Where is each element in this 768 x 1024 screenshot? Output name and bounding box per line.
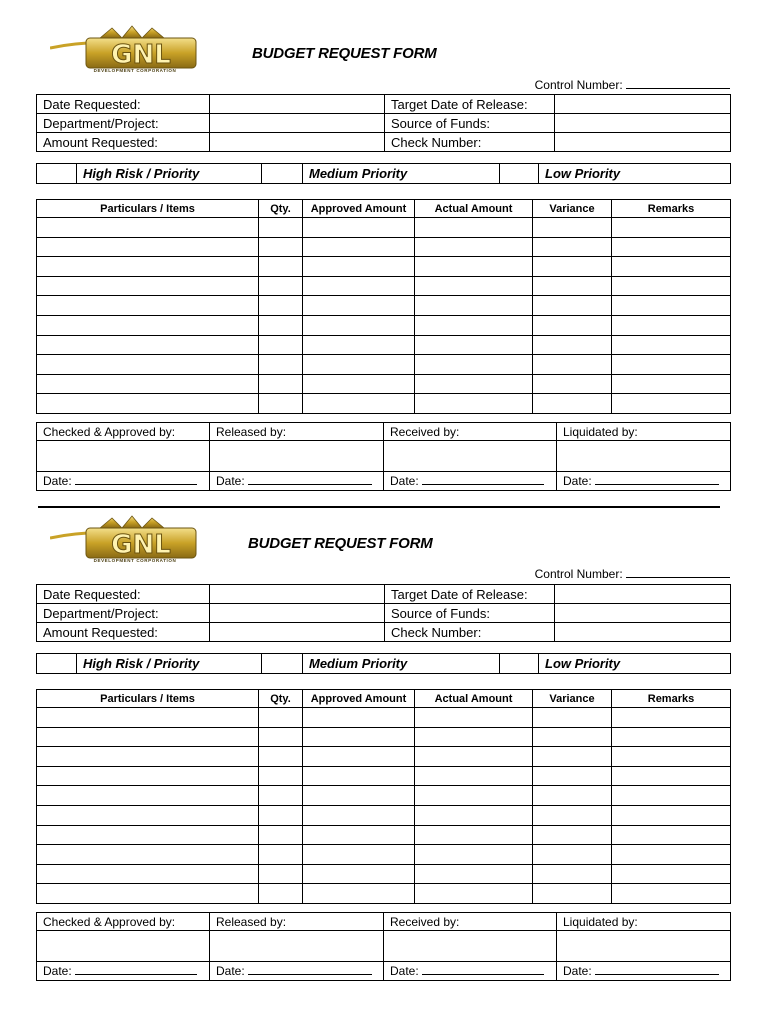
approved-amount-cell[interactable] [303,786,415,806]
date-line [75,474,197,485]
remarks-cell[interactable] [612,786,731,806]
date-line [422,474,544,485]
qty-cell[interactable] [259,355,303,375]
liquidated-by-label: Liquidated by: [557,423,731,441]
qty-cell[interactable] [259,296,303,316]
approved-amount-cell[interactable] [303,845,415,865]
released-by-signature[interactable] [210,931,384,962]
date-requested-label: Date Requested: [37,95,210,114]
date-requested-field[interactable] [210,95,385,114]
source-funds-label: Source of Funds: [385,604,555,623]
budget-request-form-1 [0,0,768,500]
remarks-cell[interactable] [612,355,731,375]
low-priority-label: Low Priority [539,164,731,184]
medium-priority-checkbox[interactable] [262,654,303,674]
variance-cell[interactable] [533,727,612,747]
qty-cell[interactable] [259,708,303,728]
remarks-cell[interactable] [612,296,731,316]
table-row [37,218,731,238]
particulars-cell[interactable] [37,825,259,845]
items-header-row [37,690,731,708]
qty-cell[interactable] [259,825,303,845]
priority-table [36,163,731,184]
logo-caption: DEVELOPMENT CORPORATION [93,68,177,73]
particulars-cell[interactable] [37,845,259,865]
checked-date[interactable] [37,472,210,491]
signatures-table [36,422,731,491]
particulars-cell[interactable] [37,355,259,375]
date-label: Date: [390,964,419,978]
qty-cell[interactable] [259,237,303,257]
particulars-cell[interactable] [37,315,259,335]
variance-cell[interactable] [533,394,612,414]
department-field[interactable] [210,114,385,133]
actual-amount-cell[interactable] [415,845,533,865]
remarks-cell[interactable] [612,747,731,767]
remarks-cell[interactable] [612,727,731,747]
form-title: BUDGET REQUEST FORM [248,535,433,552]
table-row [37,786,731,806]
department-label: Department/Project: [37,114,210,133]
table-row [37,727,731,747]
remarks-cell[interactable] [612,805,731,825]
approved-amount-cell[interactable] [303,315,415,335]
check-number-field[interactable] [555,133,731,152]
variance-cell[interactable] [533,805,612,825]
remarks-cell[interactable] [612,864,731,884]
remarks-cell[interactable] [612,766,731,786]
approved-amount-cell[interactable] [303,884,415,904]
variance-cell[interactable] [533,708,612,728]
high-priority-label: High Risk / Priority [77,164,262,184]
items-table [36,199,731,414]
released-date[interactable] [210,472,384,491]
particulars-cell[interactable] [37,805,259,825]
actual-amount-cell[interactable] [415,825,533,845]
variance-cell[interactable] [533,257,612,277]
actual-amount-cell[interactable] [415,394,533,414]
control-number-label: Control Number: [534,567,623,581]
budget-request-form-2 [0,490,768,990]
date-requested-field[interactable] [210,585,385,604]
received-by-label: Received by: [384,913,557,931]
col-variance: Variance [533,200,612,218]
items-table [36,689,731,904]
liquidated-by-label: Liquidated by: [557,913,731,931]
table-row [37,335,731,355]
particulars-cell[interactable] [37,708,259,728]
items-body [37,708,731,904]
variance-cell[interactable] [533,825,612,845]
date-label: Date: [216,964,245,978]
particulars-cell[interactable] [37,237,259,257]
col-qty: Qty. [259,690,303,708]
variance-cell[interactable] [533,355,612,375]
check-number-field[interactable] [555,623,731,642]
qty-cell[interactable] [259,845,303,865]
table-row [37,355,731,375]
particulars-cell[interactable] [37,257,259,277]
table-row [37,884,731,904]
qty-cell[interactable] [259,257,303,277]
remarks-cell[interactable] [612,884,731,904]
variance-cell[interactable] [533,766,612,786]
particulars-cell[interactable] [37,766,259,786]
table-row [37,394,731,414]
amount-requested-label: Amount Requested: [37,623,210,642]
department-field[interactable] [210,604,385,623]
particulars-cell[interactable] [37,884,259,904]
table-row [37,766,731,786]
col-particulars: Particulars / Items [37,690,259,708]
svg-text:GNL: GNL [111,530,171,560]
actual-amount-cell[interactable] [415,355,533,375]
remarks-cell[interactable] [612,374,731,394]
medium-priority-checkbox[interactable] [262,164,303,184]
actual-amount-cell[interactable] [415,805,533,825]
control-number [535,78,730,92]
qty-cell[interactable] [259,335,303,355]
col-actual-amount: Actual Amount [415,200,533,218]
high-priority-checkbox[interactable] [37,164,77,184]
remarks-cell[interactable] [612,315,731,335]
approved-amount-cell[interactable] [303,257,415,277]
remarks-cell[interactable] [612,394,731,414]
checked-approved-signature[interactable] [37,931,210,962]
released-by-signature[interactable] [210,441,384,472]
check-number-label: Check Number: [385,133,555,152]
variance-cell[interactable] [533,864,612,884]
checked-approved-label: Checked & Approved by: [37,913,210,931]
check-number-label: Check Number: [385,623,555,642]
actual-amount-cell[interactable] [415,747,533,767]
control-number [535,567,730,581]
date-line [595,964,719,975]
received-date[interactable] [384,472,557,491]
table-row [37,315,731,335]
particulars-cell[interactable] [37,276,259,296]
department-label: Department/Project: [37,604,210,623]
remarks-cell[interactable] [612,237,731,257]
date-label: Date: [216,474,245,488]
actual-amount-cell[interactable] [415,237,533,257]
remarks-cell[interactable] [612,825,731,845]
actual-amount-cell[interactable] [415,727,533,747]
col-remarks: Remarks [612,200,731,218]
date-line [595,474,719,485]
qty-cell[interactable] [259,315,303,335]
date-label: Date: [43,964,72,978]
qty-cell[interactable] [259,276,303,296]
received-by-label: Received by: [384,423,557,441]
remarks-cell[interactable] [612,257,731,277]
particulars-cell[interactable] [37,296,259,316]
actual-amount-cell[interactable] [415,257,533,277]
approved-amount-cell[interactable] [303,374,415,394]
actual-amount-cell[interactable] [415,296,533,316]
low-priority-checkbox[interactable] [500,164,539,184]
liquidated-date[interactable] [557,472,731,491]
medium-priority-label: Medium Priority [303,164,500,184]
approved-amount-cell[interactable] [303,218,415,238]
low-priority-label: Low Priority [539,654,731,674]
variance-cell[interactable] [533,335,612,355]
released-by-label: Released by: [210,913,384,931]
actual-amount-cell[interactable] [415,374,533,394]
released-by-label: Released by: [210,423,384,441]
particulars-cell[interactable] [37,335,259,355]
variance-cell[interactable] [533,276,612,296]
high-priority-label: High Risk / Priority [77,654,262,674]
date-label: Date: [390,474,419,488]
particulars-cell[interactable] [37,864,259,884]
qty-cell[interactable] [259,884,303,904]
approved-amount-cell[interactable] [303,805,415,825]
col-actual-amount: Actual Amount [415,690,533,708]
actual-amount-cell[interactable] [415,766,533,786]
date-line [248,474,372,485]
table-row [37,708,731,728]
approved-amount-cell[interactable] [303,296,415,316]
amount-requested-field[interactable] [210,623,385,642]
table-row [37,864,731,884]
qty-cell[interactable] [259,864,303,884]
table-row [37,374,731,394]
qty-cell[interactable] [259,727,303,747]
variance-cell[interactable] [533,786,612,806]
target-date-label: Target Date of Release: [385,585,555,604]
qty-cell[interactable] [259,374,303,394]
approved-amount-cell[interactable] [303,747,415,767]
form-title: BUDGET REQUEST FORM [252,45,437,62]
date-label: Date: [563,474,592,488]
remarks-cell[interactable] [612,845,731,865]
col-approved-amount: Approved Amount [303,200,415,218]
col-remarks: Remarks [612,690,731,708]
approved-amount-cell[interactable] [303,276,415,296]
approved-amount-cell[interactable] [303,825,415,845]
liquidated-by-signature[interactable] [557,931,731,962]
priority-table [36,653,731,674]
source-funds-field[interactable] [555,604,731,623]
low-priority-checkbox[interactable] [500,654,539,674]
received-by-signature[interactable] [384,931,557,962]
released-date[interactable] [210,962,384,981]
variance-cell[interactable] [533,237,612,257]
actual-amount-cell[interactable] [415,335,533,355]
actual-amount-cell[interactable] [415,276,533,296]
particulars-cell[interactable] [37,394,259,414]
table-row [37,805,731,825]
variance-cell[interactable] [533,296,612,316]
table-row [37,845,731,865]
approved-amount-cell[interactable] [303,335,415,355]
particulars-cell[interactable] [37,727,259,747]
received-date[interactable] [384,962,557,981]
actual-amount-cell[interactable] [415,864,533,884]
logo-caption: DEVELOPMENT CORPORATION [93,558,177,563]
signatures-table [36,912,731,981]
table-row [37,296,731,316]
variance-cell[interactable] [533,845,612,865]
remarks-cell[interactable] [612,708,731,728]
date-label: Date: [563,964,592,978]
qty-cell[interactable] [259,786,303,806]
checked-approved-label: Checked & Approved by: [37,423,210,441]
table-row [37,257,731,277]
particulars-cell[interactable] [37,374,259,394]
amount-requested-label: Amount Requested: [37,133,210,152]
remarks-cell[interactable] [612,335,731,355]
qty-cell[interactable] [259,766,303,786]
qty-cell[interactable] [259,747,303,767]
control-number-field[interactable] [626,78,730,89]
date-requested-label: Date Requested: [37,585,210,604]
table-row [37,237,731,257]
received-by-signature[interactable] [384,441,557,472]
variance-cell[interactable] [533,218,612,238]
source-funds-label: Source of Funds: [385,114,555,133]
variance-cell[interactable] [533,315,612,335]
variance-cell[interactable] [533,374,612,394]
liquidated-by-signature[interactable] [557,441,731,472]
approved-amount-cell[interactable] [303,727,415,747]
checked-approved-signature[interactable] [37,441,210,472]
target-date-field[interactable] [555,95,731,114]
medium-priority-label: Medium Priority [303,654,500,674]
target-date-label: Target Date of Release: [385,95,555,114]
request-info-table [36,94,731,152]
approved-amount-cell[interactable] [303,355,415,375]
col-qty: Qty. [259,200,303,218]
date-label: Date: [43,474,72,488]
approved-amount-cell[interactable] [303,394,415,414]
qty-cell[interactable] [259,394,303,414]
variance-cell[interactable] [533,747,612,767]
date-line [248,964,372,975]
items-body [37,218,731,414]
table-row [37,825,731,845]
col-variance: Variance [533,690,612,708]
date-line [75,964,197,975]
col-particulars: Particulars / Items [37,200,259,218]
approved-amount-cell[interactable] [303,237,415,257]
approved-amount-cell[interactable] [303,766,415,786]
date-line [422,964,544,975]
qty-cell[interactable] [259,805,303,825]
target-date-field[interactable] [555,585,731,604]
actual-amount-cell[interactable] [415,218,533,238]
liquidated-date[interactable] [557,962,731,981]
remarks-cell[interactable] [612,218,731,238]
actual-amount-cell[interactable] [415,884,533,904]
actual-amount-cell[interactable] [415,315,533,335]
particulars-cell[interactable] [37,218,259,238]
table-row [37,747,731,767]
actual-amount-cell[interactable] [415,708,533,728]
approved-amount-cell[interactable] [303,864,415,884]
col-approved-amount: Approved Amount [303,690,415,708]
remarks-cell[interactable] [612,276,731,296]
control-number-label: Control Number: [534,78,623,92]
variance-cell[interactable] [533,884,612,904]
source-funds-field[interactable] [555,114,731,133]
actual-amount-cell[interactable] [415,786,533,806]
control-number-field[interactable] [626,567,730,578]
request-info-table [36,584,731,642]
particulars-cell[interactable] [37,786,259,806]
qty-cell[interactable] [259,218,303,238]
checked-date[interactable] [37,962,210,981]
table-row [37,276,731,296]
high-priority-checkbox[interactable] [37,654,77,674]
amount-requested-field[interactable] [210,133,385,152]
svg-text:GNL: GNL [111,40,171,70]
approved-amount-cell[interactable] [303,708,415,728]
particulars-cell[interactable] [37,747,259,767]
items-header-row [37,200,731,218]
